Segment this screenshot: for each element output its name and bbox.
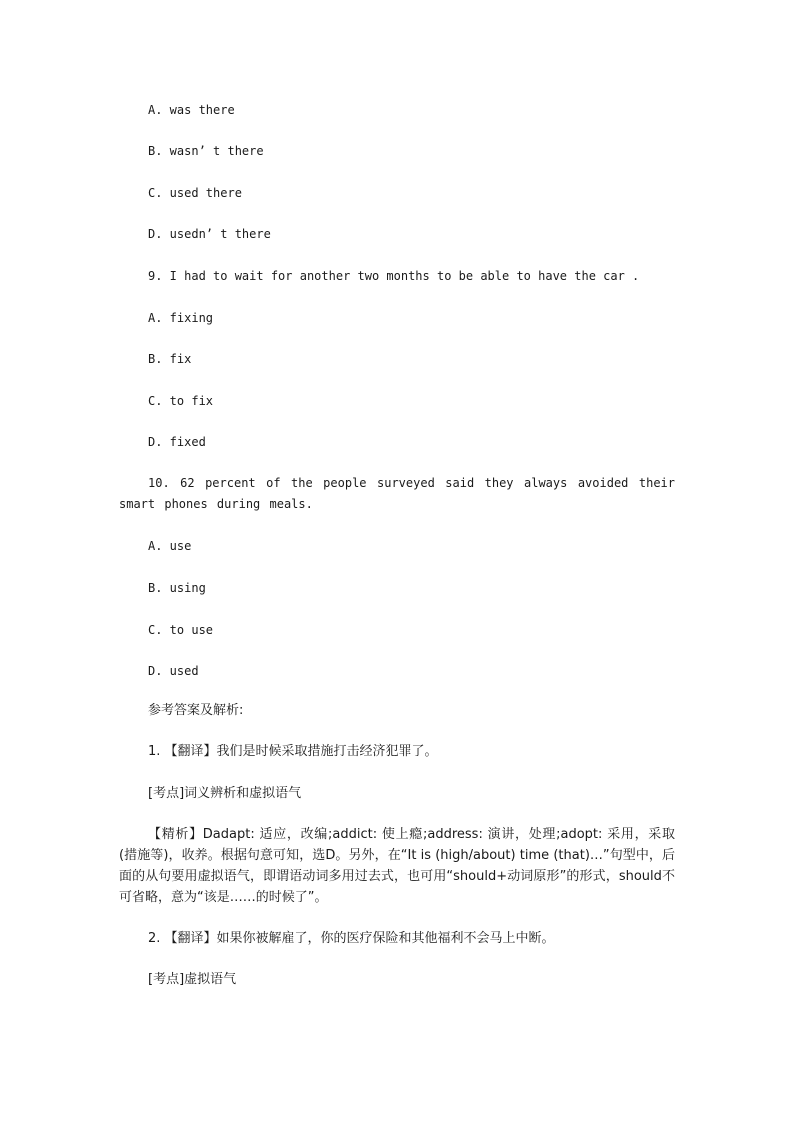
q10-option-a: A. use	[148, 539, 192, 553]
q10-stem: 10. 62 percent of the people surveyed said they always avoided their smart phones during meals.	[119, 476, 675, 511]
q9-option-b: B. fix	[148, 352, 192, 366]
q9-option-d: D. fixed	[148, 435, 206, 449]
answer-2-translation: 2. 【翻译】如果你被解雇了，你的医疗保险和其他福利不会马上中断。	[148, 931, 555, 946]
q8-option-b: B. wasn’ t there	[148, 144, 264, 158]
q10-option-b: B. using	[148, 581, 206, 595]
answer-1-test-point: [考点]词义辨析和虚拟语气	[148, 786, 302, 801]
answer-2-test-point: [考点]虚拟语气	[148, 972, 237, 987]
q10-option-d: D. used	[148, 664, 199, 678]
q9-stem: 9. I had to wait for another two months to be able to have the car .	[148, 269, 640, 283]
q8-option-c: C. used there	[148, 186, 242, 200]
q9-option-c: C. to fix	[148, 394, 214, 408]
answer-1-analysis: 【精析】Dadapt: 适应，改编;addict: 使上瘾;address: 演讲，处理;adopt: 采用，采取(措施等)，收养。根据句意可知，选D。另外，在“It is (high/about) time (that)…”句型中，后面的从句要用虚拟语气，即谓语动词多用过去式，也可用“should+动词原形”的形式，should不可省略，意为“该是……的时候了”。	[119, 827, 675, 905]
answer-1-translation: 1. 【翻译】我们是时候采取措施打击经济犯罪了。	[148, 744, 438, 759]
q10-option-c: C. to use	[148, 623, 214, 637]
q9-option-a: A. fixing	[148, 311, 214, 325]
q8-option-a: A. was there	[148, 103, 235, 117]
q8-option-d: D. usedn’ t there	[148, 227, 271, 241]
answers-heading: 参考答案及解析:	[148, 703, 244, 718]
